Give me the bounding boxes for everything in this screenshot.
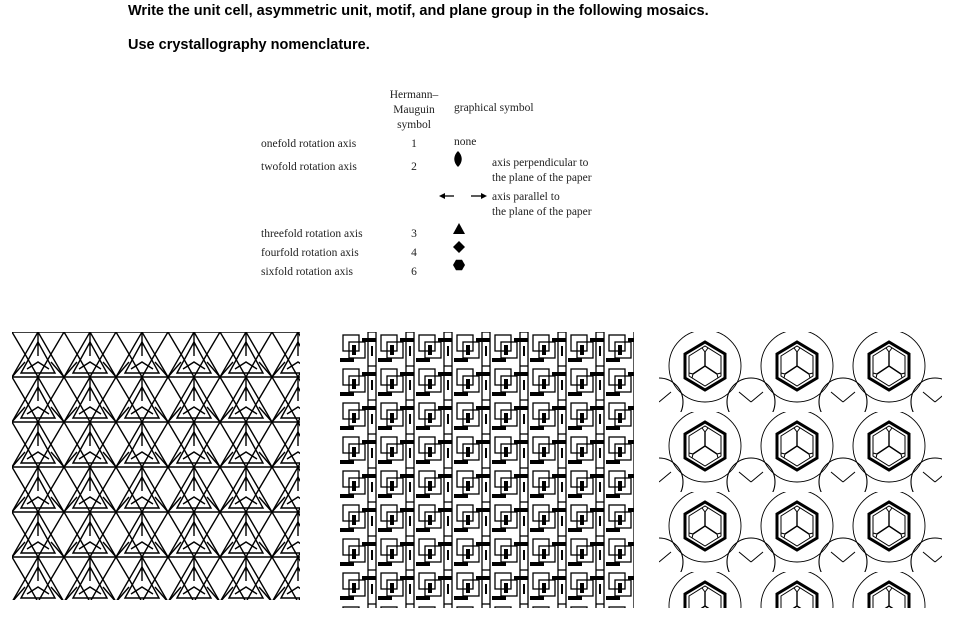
mosaic-3-hexagon-pinwheel xyxy=(659,332,942,608)
square-diamond-icon xyxy=(453,241,465,253)
row-fourfold-hm: 4 xyxy=(411,247,417,259)
row-twofold-note-perp-2: the plane of the paper xyxy=(492,172,592,184)
row-onefold-hm: 1 xyxy=(411,138,417,150)
mosaic-1-star-triangle xyxy=(12,332,300,600)
row-twofold-name: twofold rotation axis xyxy=(261,161,357,173)
symmetry-symbol-table xyxy=(0,0,967,300)
row-onefold-name: onefold rotation axis xyxy=(261,138,357,150)
double-arrow-icon xyxy=(438,190,488,202)
header-hm-line1: Hermann– xyxy=(389,89,439,101)
row-sixfold-name: sixfold rotation axis xyxy=(261,266,353,278)
row-twofold-note-perp-1: axis perpendicular to xyxy=(492,157,589,169)
instruction-line-2: Use crystallography nomenclature. xyxy=(128,37,370,53)
row-fourfold-name: fourfold rotation axis xyxy=(261,247,359,259)
lens-icon xyxy=(452,150,464,168)
row-onefold-graphical: none xyxy=(454,136,477,148)
hexagon-icon xyxy=(453,259,465,271)
row-twofold-hm: 2 xyxy=(411,161,417,173)
row-twofold-note-par-1: axis parallel to xyxy=(492,191,560,203)
row-sixfold-hm: 6 xyxy=(411,266,417,278)
header-hm-line3: symbol xyxy=(397,119,431,131)
header-hm-line2: Mauguin xyxy=(393,104,435,116)
triangle-icon xyxy=(453,223,465,234)
instruction-line-1: Write the unit cell, asymmetric unit, motif, and plane group in the following mosaics. xyxy=(128,3,709,19)
row-twofold-note-par-2: the plane of the paper xyxy=(492,206,592,218)
row-threefold-hm: 3 xyxy=(411,228,417,240)
row-threefold-name: threefold rotation axis xyxy=(261,228,363,240)
mosaic-2-rectangle-blocks xyxy=(340,332,634,608)
header-graphical-symbol: graphical symbol xyxy=(454,102,534,114)
